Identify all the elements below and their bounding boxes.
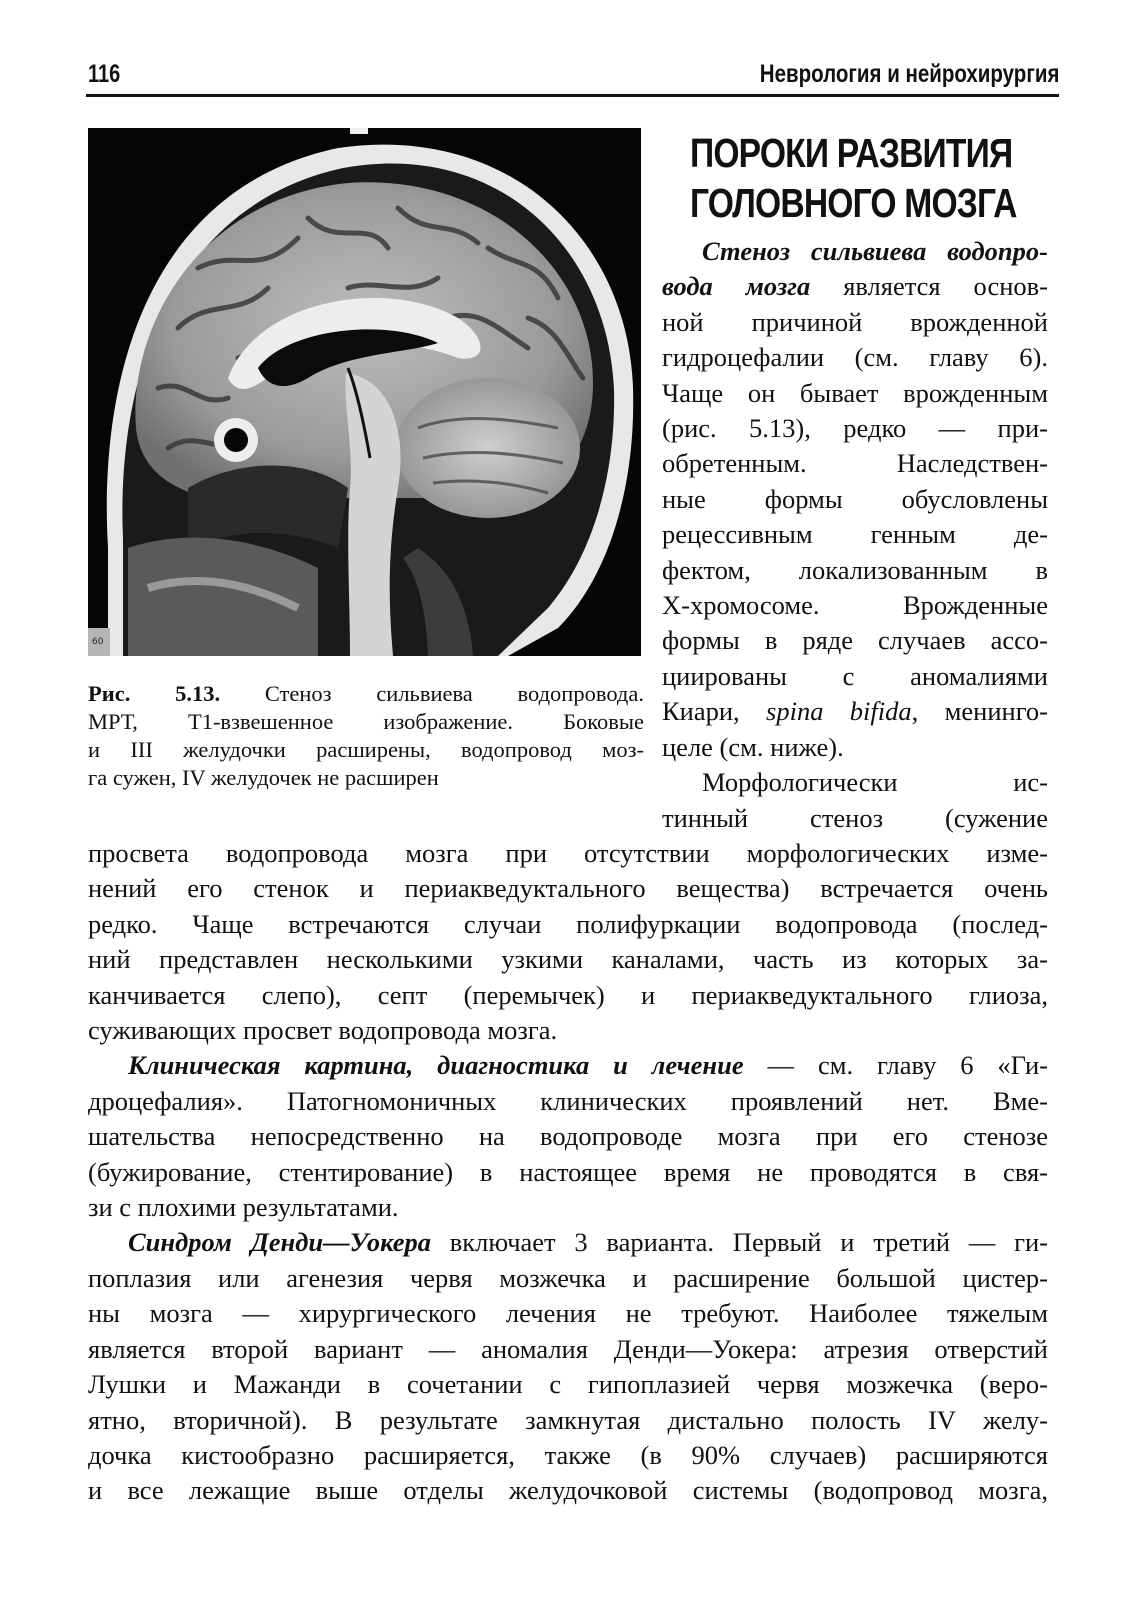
caption-text: га сужен, IV желудочек не расширен [88, 765, 439, 790]
text-line [88, 1473, 1048, 1508]
text-line [88, 907, 1048, 942]
line-text: нений его стенок и периакведуктального вещества) встречается очень [88, 873, 1048, 904]
emphasis-term: вода мозга [662, 271, 811, 302]
text-line [662, 411, 1048, 446]
line-text: просвета водопровода мозга при отсутствии морфологических изме- [88, 838, 1048, 868]
line-text: Лушки и Мажанди в сочетании с гипоплазией червя мозжечка (веро- [88, 1369, 1048, 1400]
text-line [662, 801, 1048, 836]
line-text: и все лежащие выше отделы желудочковой системы (водопровод мозга, [88, 1475, 1048, 1506]
line-text: включает 3 варианта. Первый и третий — ги- [431, 1227, 1048, 1258]
line-text: ятно, вторичной). В результате замкнутая дистально полость IV желу- [88, 1404, 1048, 1435]
text-line [662, 765, 1048, 800]
line-text: дроцефалия». Патогномоничных клинических проявлений нет. Вме- [88, 1085, 1048, 1116]
line-text: Киари, [662, 696, 767, 727]
text-line [662, 553, 1048, 588]
text-line [662, 517, 1048, 552]
latin-term: spina bifida [766, 696, 912, 727]
running-title: Неврология и нейрохирургия [759, 60, 1059, 88]
text-line [662, 659, 1048, 694]
caption-line [88, 736, 644, 764]
line-text: редко. Чаще встречаются случаи полифуркации водопровода (послед- [88, 908, 1048, 939]
caption-text: МРТ, T1-взвешенное изображение. Боковые [88, 709, 644, 734]
text-line [662, 730, 1048, 765]
text-line [88, 1013, 1048, 1048]
page-number: 116 [88, 60, 121, 88]
text-line [662, 340, 1048, 375]
line-text: канчивается слепо), септ (перемычек) и периакведуктального глиоза, [88, 979, 1048, 1010]
text-line [662, 694, 1048, 729]
line-text: (бужирование, стентирование) в настоящее время не проводятся в свя- [88, 1156, 1048, 1187]
line-text: является основ- [810, 271, 1048, 302]
text-line [88, 1084, 1048, 1119]
text-line [662, 588, 1048, 623]
emphasis-term: Синдром Денди—Уокера [128, 1227, 432, 1258]
body-text [88, 836, 1048, 1509]
caption-line [88, 680, 644, 708]
caption-figure-label: Рис. 5.13. [88, 681, 221, 706]
text-line [88, 1190, 1048, 1225]
text-line [88, 1261, 1048, 1296]
caption-line [88, 708, 644, 736]
line-text: целе (см. ниже). [662, 731, 844, 762]
line-text: гидроцефалии (см. главу 6). [662, 342, 1048, 373]
line-text: фектом, локализованным в [662, 554, 1048, 585]
line-text: ной причиной врожденной [662, 306, 1048, 337]
text-line [662, 305, 1048, 340]
text-line [88, 836, 1048, 871]
line-text: поплазия или агенезия червя мозжечка и расширение большой цистер- [88, 1262, 1048, 1293]
mri-figure [88, 128, 641, 656]
line-text: Морфологически ис- [702, 767, 1048, 798]
text-line [88, 1403, 1048, 1438]
side-column-text [662, 234, 1048, 836]
text-line [88, 1438, 1048, 1473]
emphasis-term: Стеноз сильвиева водопро- [702, 236, 1048, 266]
line-text: суживающих просвет водопровода мозга. [88, 1015, 558, 1046]
line-text: циированы с аномалиями [662, 660, 1048, 691]
caption-text: и III желудочки расширены, водопровод моз- [88, 737, 644, 762]
line-text: тинный стеноз (сужение [662, 802, 1048, 833]
line-text: (рис. 5.13), редко — при- [662, 413, 1048, 444]
text-line [88, 978, 1048, 1013]
text-line [88, 1048, 1048, 1083]
text-line [662, 269, 1048, 304]
text-line [88, 1332, 1048, 1367]
text-line [88, 1296, 1048, 1331]
line-text: формы в ряде случаев ассо- [662, 625, 1048, 656]
text-line [662, 482, 1048, 517]
line-text: ны мозга — хирургического лечения не требуют. Наиболее тяжелым [88, 1298, 1048, 1329]
line-text: ний представлен несколькими узкими каналами, часть из которых за- [88, 944, 1048, 975]
caption-line [88, 764, 644, 792]
line-text: , менинго- [911, 696, 1048, 727]
line-text: — см. главу 6 «Ги- [743, 1050, 1048, 1081]
line-text: шательства непосредственно на водопроводе мозга при его стенозе [88, 1121, 1048, 1152]
line-text: X-хромосоме. Врожденные [662, 590, 1048, 621]
line-text: обретенным. Наследствен- [662, 448, 1048, 479]
text-line [88, 1367, 1048, 1402]
text-line [88, 1119, 1048, 1154]
section-title [690, 128, 1017, 228]
line-text: ные формы обусловлены [662, 483, 1048, 514]
text-line [88, 871, 1048, 906]
figure-corner-mark: 60 [92, 637, 104, 647]
section-title-line: ГОЛОВНОГО МОЗГА [690, 180, 1017, 226]
line-text: рецессивным генным де- [662, 519, 1048, 550]
text-line [88, 1225, 1048, 1260]
text-line [662, 376, 1048, 411]
text-line [88, 1155, 1048, 1190]
line-text: зи с плохими результатами. [88, 1192, 399, 1223]
text-line [88, 942, 1048, 977]
section-title-line: ПОРОКИ РАЗВИТИЯ [690, 130, 1013, 176]
line-text: является второй вариант — аномалия Денди—Уокера: атрезия отверстий [88, 1333, 1048, 1364]
emphasis-term: Клиническая картина, диагностика и лечение [128, 1050, 744, 1081]
text-line [662, 234, 1048, 269]
header-rule [86, 94, 1059, 97]
mri-brain-image [88, 128, 641, 656]
text-line [662, 623, 1048, 658]
line-text: Чаще он бывает врожденным [662, 377, 1048, 408]
text-line [662, 446, 1048, 481]
line-text: дочка кистообразно расширяется, также (в 90% случаев) расширяются [88, 1439, 1048, 1470]
figure-caption [88, 680, 644, 792]
caption-text: Стеноз сильвиева водопровода. [220, 681, 644, 706]
